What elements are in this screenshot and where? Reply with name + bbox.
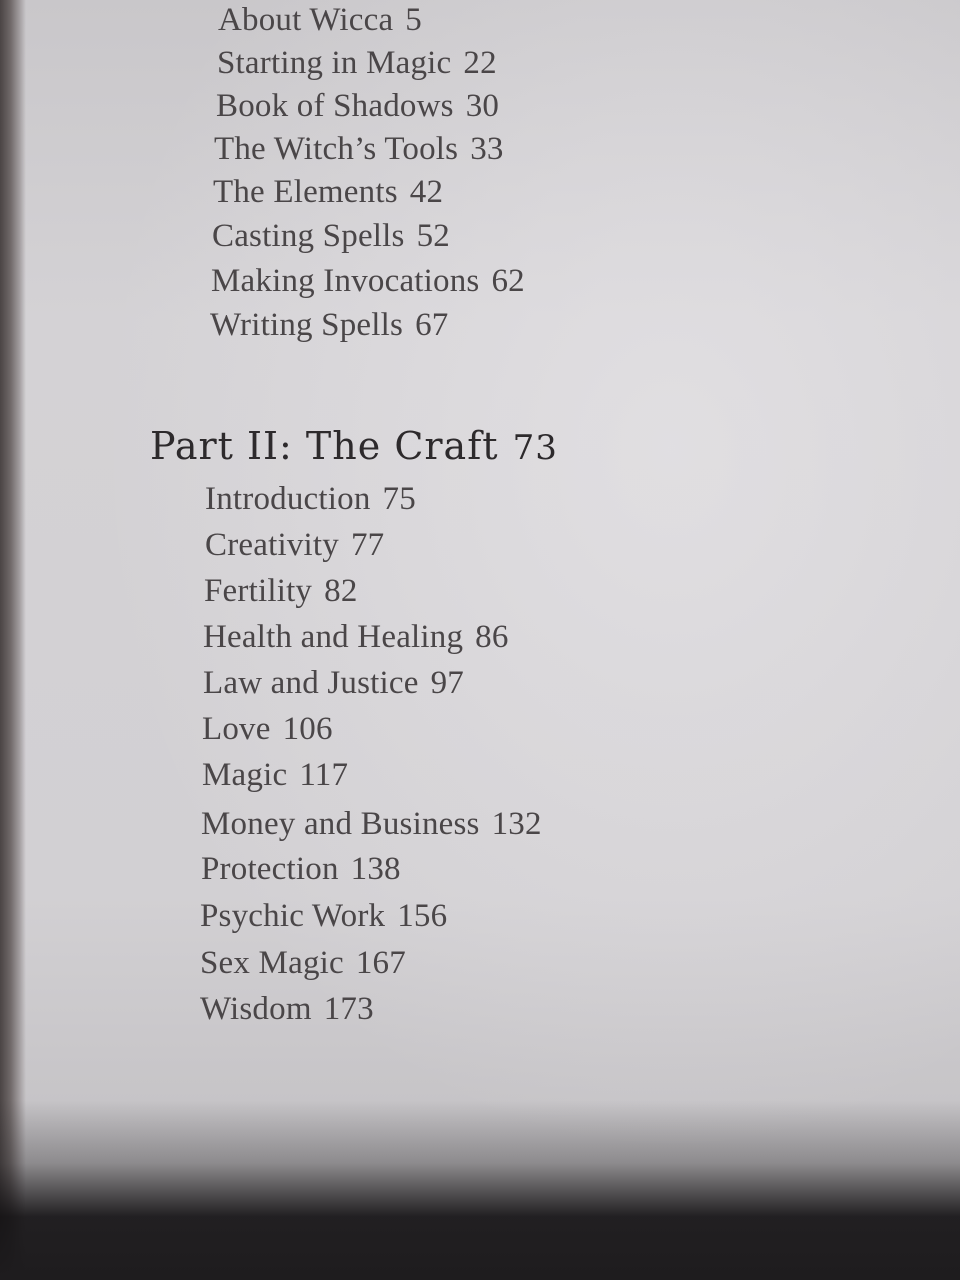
toc-entry (211, 263, 525, 300)
toc-entry-title: About Wicca (218, 2, 394, 38)
toc-entry (212, 218, 450, 255)
toc-entry-page: 30 (465, 88, 500, 124)
toc-entry (202, 711, 333, 748)
toc-entry-title: Starting in Magic (217, 45, 452, 81)
toc-entry-title: Casting Spells (212, 218, 405, 254)
part-heading-title: Part II: The Craft (150, 424, 499, 468)
toc-entry-page: 156 (397, 898, 448, 934)
toc-entry (202, 757, 348, 794)
toc-entry (213, 174, 443, 211)
toc-entry-title: Making Invocations (211, 263, 480, 299)
toc-entry (200, 898, 447, 935)
toc-entry-page: 75 (382, 481, 416, 517)
toc-entry-page: 22 (463, 45, 497, 81)
toc-entry-page: 173 (323, 991, 374, 1027)
toc-entry-title: Fertility (204, 573, 313, 609)
toc-entry-title: Writing Spells (210, 307, 404, 343)
toc-entry-page: 167 (355, 945, 406, 981)
toc-entry-page: 52 (416, 218, 450, 254)
part-heading (150, 424, 558, 468)
toc-entry (201, 806, 542, 843)
toc-entry (200, 945, 406, 982)
toc-entry-page: 117 (299, 757, 349, 793)
toc-entry-title: Magic (202, 757, 288, 793)
toc-entry-page: 86 (475, 619, 509, 655)
toc-entry-page: 138 (350, 851, 401, 887)
toc-entry-page: 132 (491, 806, 542, 842)
toc-entry-title: Creativity (205, 527, 339, 563)
toc-entry-title: The Elements (213, 174, 398, 210)
toc-entry-page: 77 (350, 527, 385, 563)
toc-entry-title: Wisdom (200, 991, 312, 1027)
toc-entry-page: 97 (430, 665, 465, 701)
toc-entry (200, 991, 374, 1028)
toc-entry-page: 106 (282, 711, 333, 747)
toc-entry (216, 88, 499, 125)
book-binding-edge (0, 0, 26, 1280)
toc-entry-title: Sex Magic (200, 945, 344, 981)
toc-entry (214, 131, 504, 168)
toc-entry (205, 527, 384, 564)
toc-entry-title: Protection (201, 851, 339, 887)
part-heading-page: 73 (512, 428, 558, 468)
toc-entry-page: 42 (409, 174, 444, 210)
toc-entry-page: 67 (415, 307, 449, 343)
toc-entry-title: The Witch’s Tools (214, 131, 459, 167)
toc-entry-title: Money and Business (201, 806, 480, 842)
toc-entry-page: 5 (405, 2, 422, 38)
toc-entry-title: Psychic Work (200, 898, 386, 934)
toc-entry (210, 307, 448, 344)
toc-entry (217, 45, 497, 82)
toc-entry-page: 62 (491, 263, 525, 299)
toc-entry-title: Introduction (205, 481, 371, 517)
toc-entry-title: Law and Justice (203, 665, 419, 701)
toc-entry-title: Love (202, 711, 271, 747)
bottom-shadow (0, 1100, 960, 1280)
toc-entry (205, 481, 416, 518)
toc-entry-title: Book of Shadows (216, 88, 454, 124)
toc-entry (201, 851, 401, 888)
toc-entry-page: 33 (470, 131, 504, 167)
toc-entry-title: Health and Healing (203, 619, 464, 655)
toc-entry-page: 82 (324, 573, 358, 609)
toc-entry (204, 573, 358, 610)
toc-entry (203, 665, 464, 702)
toc-entry (203, 619, 509, 656)
toc-entry (218, 2, 422, 39)
